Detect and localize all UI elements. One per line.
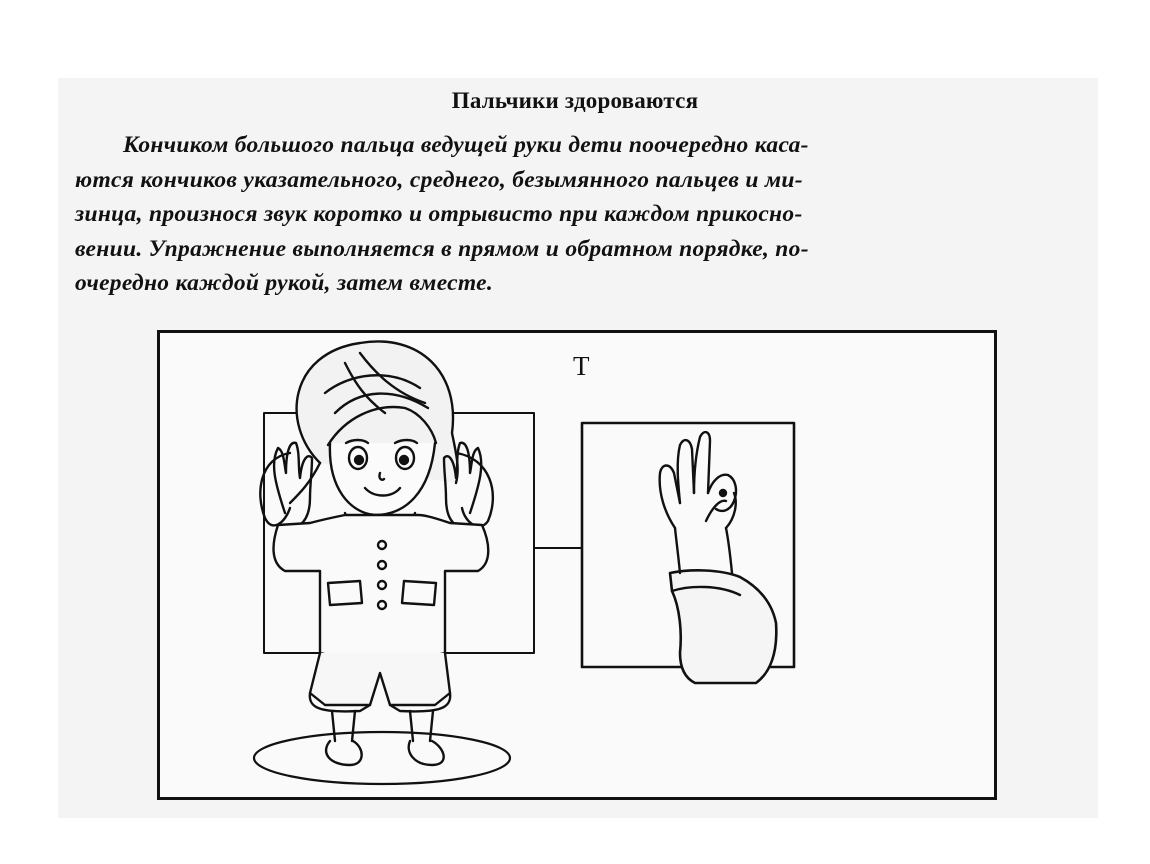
illustration-drawing xyxy=(160,333,994,797)
girl-illustration xyxy=(260,341,493,765)
sound-letter: Т xyxy=(573,351,590,381)
instruction-line: зинца, произнося звук коротко и отрывисто при каждом прикоснo- xyxy=(75,201,803,227)
exercise-title: Пальчики здороваются xyxy=(451,88,699,113)
instruction-line: Кончиком большого пальца ведущей руки дети поочередно каса- xyxy=(123,132,809,158)
instruction-paragraph xyxy=(75,128,1085,301)
instruction-line: вении. Упражнение выполняется в прямом и обратном порядке, по- xyxy=(75,235,809,262)
illustration-frame xyxy=(157,330,997,800)
instruction-line: ются кончиков указательного, среднего, безымянного пальцев и ми- xyxy=(75,166,803,193)
ground-ellipse xyxy=(254,732,510,784)
instruction-line: очередно каждой рукой, затем вместе. xyxy=(75,270,494,296)
